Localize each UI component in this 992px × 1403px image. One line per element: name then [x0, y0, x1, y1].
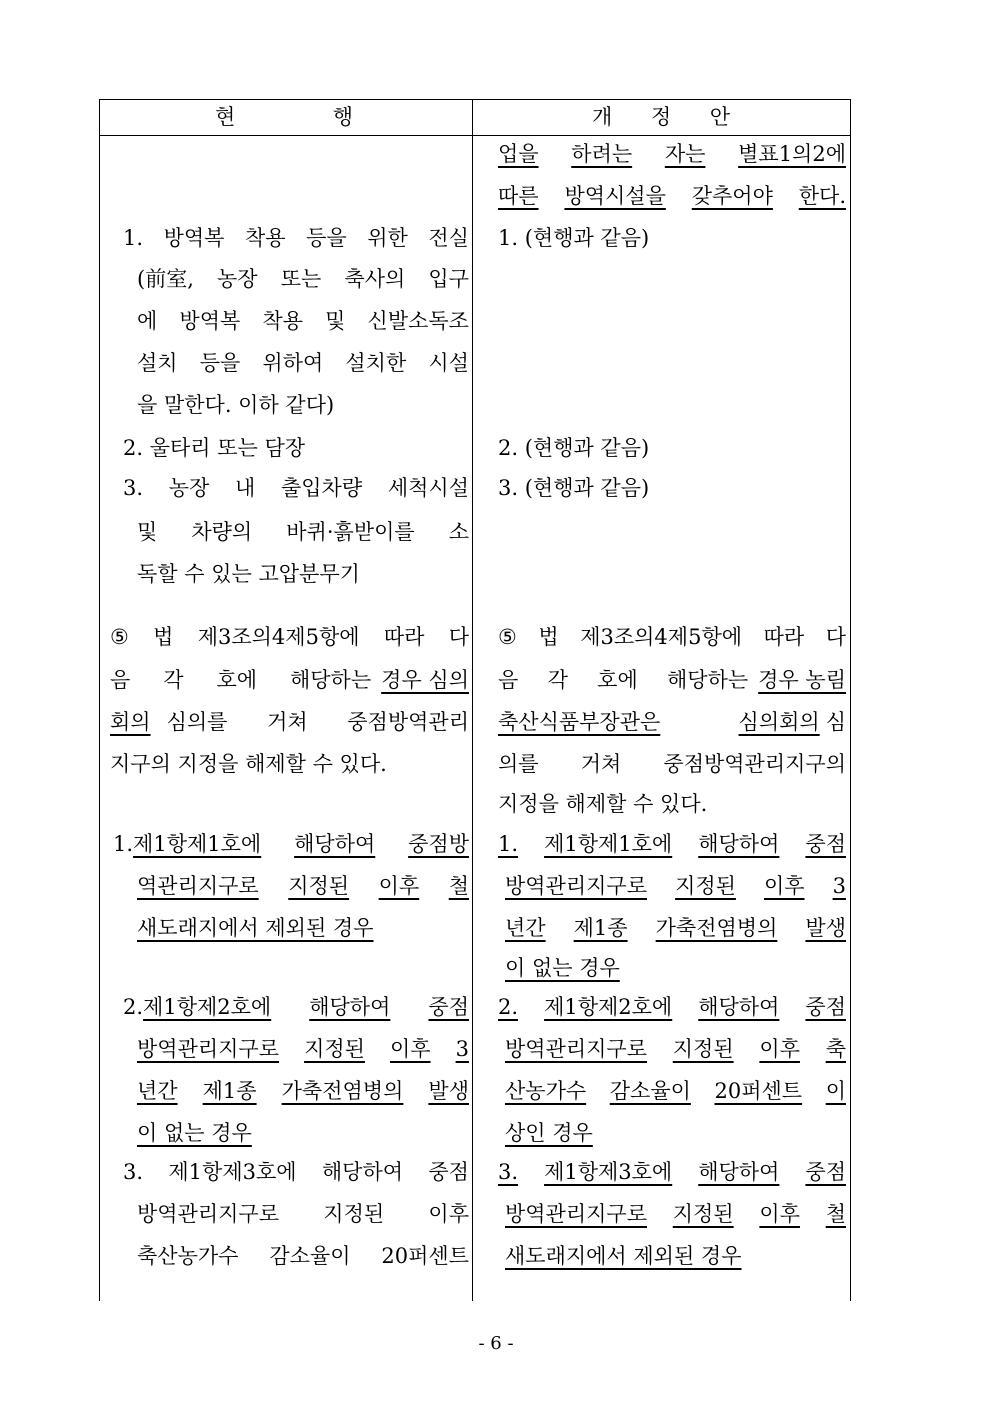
proposed-amended-text: 축산식품부장관은 심의회의	[498, 710, 820, 734]
header-current-char: 행	[332, 105, 353, 129]
current-text-line: (前室, 농장 또는 축사의 입구	[137, 267, 469, 291]
header-proposed-char: 안	[709, 105, 730, 129]
column-divider	[472, 99, 473, 1301]
header-proposed-char: 정	[650, 105, 672, 129]
proposed-amended-text: 이 없는 경우	[505, 956, 620, 980]
current-text-line	[110, 705, 469, 739]
proposed-amended-text: 상인 경우	[505, 1121, 593, 1145]
header-current	[215, 103, 353, 131]
proposed-amended-text: 2. 제1항제2호에 해당하여 중점	[498, 995, 846, 1019]
current-text-line: 에 방역복 착용 및 신발소독조	[137, 309, 469, 333]
current-deleted-text: 제1항제2호에 해당하여 중점	[143, 995, 469, 1019]
current-text-span: 음 각 호에 해당하는	[110, 668, 372, 692]
proposed-text-line: 3. (현행과 같음)	[498, 476, 650, 500]
current-deleted-text: 이 없는 경우	[137, 1121, 252, 1145]
current-text-line: 독할 수 있는 고압분무기	[137, 562, 360, 586]
current-text-line	[123, 990, 469, 1024]
proposed-text-span: 음 각 호에 해당하는	[498, 668, 749, 692]
header-current-char: 현	[215, 105, 236, 129]
current-deleted-text: 새도래지에서 제외된 경우	[137, 916, 374, 940]
proposed-amended-text: 방역관리지구로 지정된 이후 3	[505, 874, 846, 898]
current-deleted-text: 년간 제1종 가축전염병의 발생	[137, 1079, 469, 1103]
current-text-line: 지구의 지정을 해제할 수 있다.	[110, 752, 387, 776]
current-deleted-text: 경우 심의	[381, 668, 469, 692]
proposed-amended-text: 1. 제1항제1호에 해당하여 중점	[498, 832, 846, 856]
proposed-text-line: ⑤ 법 제3조의4제5항에 따라 다	[498, 625, 846, 649]
header-proposed	[592, 103, 730, 131]
proposed-text-line	[498, 663, 846, 697]
current-deleted-text: 회의	[110, 710, 151, 734]
header-proposed-char: 개	[592, 105, 613, 129]
current-text-line: 을 말한다. 이하 같다)	[137, 393, 335, 417]
current-text-line	[113, 827, 469, 861]
current-deleted-text: 방역관리지구로 지정된 이후 3	[137, 1037, 469, 1061]
current-text-span: 심의를 거쳐 중점방역관리	[166, 710, 469, 734]
current-text-line: 3. 제1항제3호에 해당하여 중점	[123, 1160, 469, 1184]
current-text-line: 1. 방역복 착용 등을 위한 전실	[123, 226, 469, 250]
current-text-line: 2. 울타리 또는 담장	[123, 436, 306, 460]
header-rule	[99, 135, 851, 136]
proposed-amended-text: 3. 제1항제3호에 해당하여 중점	[498, 1160, 846, 1184]
current-text-line: 축산농가수 감소율이 20퍼센트	[137, 1244, 469, 1268]
current-text-line: 설치 등을 위하여 설치한 시설	[137, 351, 469, 375]
current-text-line: ⑤ 법 제3조의4제5항에 따라 다	[110, 625, 469, 649]
proposed-amended-text: 따른 방역시설을 갖추어야 한다.	[498, 184, 846, 208]
proposed-text-span: 심	[825, 710, 846, 734]
proposed-amended-text: 방역관리지구로 지정된 이후 축	[505, 1037, 846, 1061]
proposed-text-line: 1. (현행과 같음)	[498, 226, 650, 250]
proposed-amended-text: 산농가수 감소율이 20퍼센트 이	[505, 1079, 846, 1103]
current-item-number: 2.	[123, 995, 144, 1019]
proposed-text-line	[498, 705, 846, 739]
proposed-text-line: 의를 거쳐 중점방역관리지구의	[498, 752, 846, 776]
proposed-amended-text: 새도래지에서 제외된 경우	[505, 1244, 742, 1268]
current-deleted-text: 제1항제1호에 해당하여 중점방	[133, 832, 469, 856]
page-number: - 6 -	[478, 1333, 514, 1354]
proposed-text-line: 2. (현행과 같음)	[498, 436, 650, 460]
current-text-line: 및 차량의 바퀴·흙받이를 소	[137, 520, 469, 544]
current-text-line: 방역관리지구로 지정된 이후	[137, 1202, 469, 1226]
proposed-amended-text: 방역관리지구로 지정된 이후 철	[505, 1202, 846, 1226]
proposed-amended-text: 업을 하려는 자는 별표1의2에	[498, 142, 846, 166]
proposed-amended-text: 년간 제1종 가축전염병의 발생	[505, 916, 846, 940]
proposed-text-line: 지정을 해제할 수 있다.	[498, 792, 708, 816]
current-text-line: 3. 농장 내 출입차량 세척시설	[123, 476, 469, 500]
current-item-number: 1.	[113, 832, 134, 856]
current-text-line	[110, 663, 469, 697]
current-deleted-text: 역관리지구로 지정된 이후 철	[137, 874, 469, 898]
proposed-amended-text: 경우 농림	[758, 668, 846, 692]
